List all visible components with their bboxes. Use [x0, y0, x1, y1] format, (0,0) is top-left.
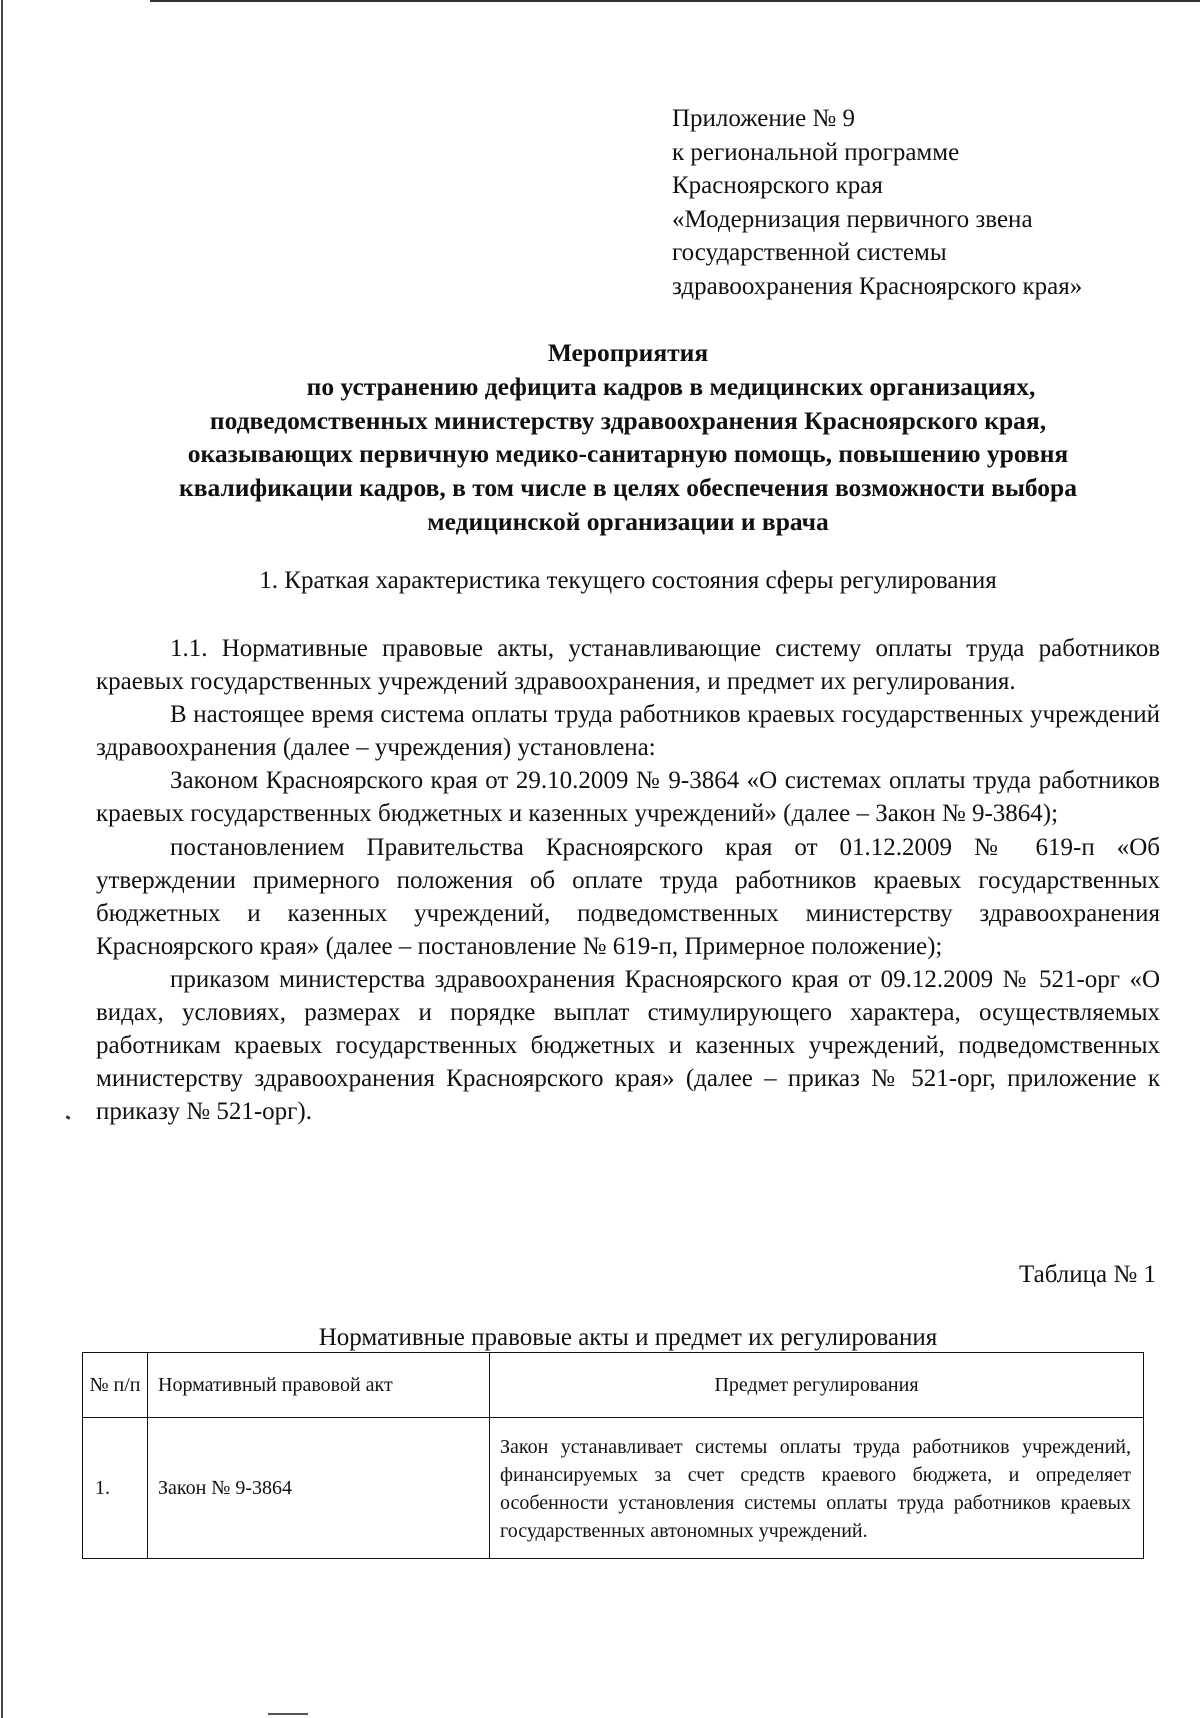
paragraph: 1.1. Нормативные правовые акты, устанавливающие систему оплаты труда работников краевых государственных учреждений здравоохранения, и предмет их регулирования.: [96, 635, 1160, 696]
scan-bottom-mark: [268, 1713, 308, 1715]
table-header-row: [83, 1353, 1144, 1418]
title-line: медицинской организации и врача: [427, 506, 829, 536]
title-line: оказывающих первичную медико-санитарную помощь, повышению уровня: [187, 439, 1069, 469]
appendix-header: [672, 102, 1172, 303]
table-caption: Нормативные правовые акты и предмет их регулирования: [318, 1324, 938, 1351]
appendix-line: Красноярского края: [672, 172, 883, 199]
title-line: подведомственных министерству здравоохранения Красноярского края,: [209, 405, 1047, 435]
title-line: Мероприятия: [547, 338, 709, 367]
scan-speck: [66, 1115, 71, 1120]
title-line: по устранению дефицита кадров в медицинских организациях,: [306, 371, 1036, 401]
appendix-line: к региональной программе: [672, 138, 960, 166]
table-number: Таблица № 1: [1018, 1261, 1156, 1288]
scan-left-edge: [1, 0, 3, 1718]
section-heading: 1. Краткая характеристика текущего состояния сферы регулирования: [259, 567, 997, 594]
appendix-line: «Модернизация первичного звена: [672, 205, 1033, 233]
paragraph: В настоящее время система оплаты труда работников краевых государственных учреждений здравоохранения (далее – учреждения) установлена:: [96, 701, 1160, 762]
scan-top-edge: [150, 0, 1200, 2]
table-row: [83, 1418, 1144, 1559]
appendix-line: Приложение № 9: [672, 105, 856, 132]
header-act: Нормативный правовой акт: [148, 1353, 490, 1418]
header-subject: Предмет регулирования: [490, 1353, 1144, 1418]
paragraph: Законом Красноярского края от 29.10.2009 № 9-3864 «О системах оплаты труда работников краевых государственных бюджетных и казенных учреждений» (далее – Закон № 9-3864);: [96, 767, 1160, 828]
appendix-line: государственной системы: [672, 239, 947, 266]
acts-table: [82, 1352, 1144, 1559]
cell-act: Закон № 9-3864: [148, 1418, 490, 1559]
appendix-line: здравоохранения Красноярского края»: [672, 272, 1083, 300]
title-line: квалификации кадров, в том числе в целях обеспечения возможности выбора: [179, 473, 1077, 503]
paragraph: постановлением Правительства Красноярского края от 01.12.2009 № 619-п «Об утверждении примерного положения об оплате труда работников краевых государственных бюджетных и казенных учреждений, подведомственных министерству здравоохранения Красноярского края» (далее – постановление № 619-п, Примерное положение);: [96, 833, 1160, 960]
body-text: [96, 632, 1160, 1128]
cell-num: 1.: [83, 1418, 148, 1559]
paragraph: приказом министерства здравоохранения Красноярского края от 09.12.2009 № 521-орг «О видах, условиях, размерах и порядке выплат стимулирующего характера, осуществляемых работникам краевых государственных бюджетных и казенных учреждений, подведомственных министерству здравоохранения Красноярского края» (далее – приказ № 521-орг, приложение к приказу № 521-орг).: [96, 965, 1160, 1126]
document-title: [96, 336, 1160, 539]
header-num: № п/п: [83, 1353, 148, 1418]
cell-subject: Закон устанавливает системы оплаты труда работников учреждений, финансируемых за счет средств краевого бюджета, и определяет особенности установления системы оплаты труда работников краевых государственных автономных учреждений.: [490, 1418, 1144, 1559]
